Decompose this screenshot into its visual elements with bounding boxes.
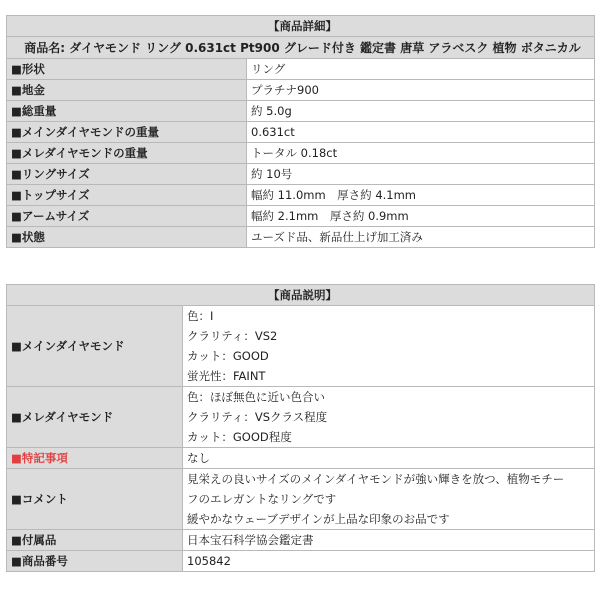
- table-row: [7, 80, 595, 101]
- special-notes-value: なし: [183, 448, 595, 469]
- product-name: 商品名: ダイヤモンド リング 0.631ct Pt900 グレード付き 鑑定書 唐草 アラベスク 植物 ボタニカル: [7, 37, 595, 59]
- table-row: [7, 551, 595, 572]
- table-row: [7, 306, 595, 387]
- spec-line: クラリティ：VSクラス程度: [187, 410, 328, 424]
- comment-line: フのエレガントなリングです: [187, 492, 337, 506]
- description-heading: 【商品説明】: [7, 285, 595, 306]
- table-row: [7, 101, 595, 122]
- row-value: ユーズド品、新品仕上げ加工済み: [247, 227, 595, 248]
- melee-diamond-spec: [183, 387, 595, 448]
- melee-diamond-label: ■メレダイヤモンド: [7, 387, 183, 448]
- details-heading: 【商品詳細】: [7, 16, 595, 37]
- item-number-label: ■商品番号: [7, 551, 183, 572]
- accessories-label: ■付属品: [7, 530, 183, 551]
- description-table: [6, 284, 595, 572]
- spec-line: 色：ほぼ無色に近い色合い: [187, 390, 325, 404]
- row-value: 約 5.0g: [247, 101, 595, 122]
- comment-text: [183, 469, 595, 530]
- accessories-value: 日本宝石科学協会鑑定書: [183, 530, 595, 551]
- row-label: ■メインダイヤモンドの重量: [7, 122, 247, 143]
- details-table: [6, 15, 595, 248]
- table-row: [7, 387, 595, 448]
- table-row: [7, 469, 595, 530]
- spec-line: カット：GOOD程度: [187, 430, 292, 444]
- row-label: ■メレダイヤモンドの重量: [7, 143, 247, 164]
- spec-line: カット：GOOD: [187, 349, 269, 363]
- comment-line: 見栄えの良いサイズのメインダイヤモンドが強い輝きを放つ、植物モチー: [187, 472, 565, 486]
- table-row: [7, 448, 595, 469]
- row-value: トータル 0.18ct: [247, 143, 595, 164]
- row-value: 約 10号: [247, 164, 595, 185]
- row-label: ■リングサイズ: [7, 164, 247, 185]
- table-row: [7, 530, 595, 551]
- table-row: [7, 59, 595, 80]
- row-value: 幅約 2.1mm 厚さ約 0.9mm: [247, 206, 595, 227]
- table-row: [7, 227, 595, 248]
- table-row: [7, 143, 595, 164]
- comment-label: ■コメント: [7, 469, 183, 530]
- table-row: [7, 164, 595, 185]
- comment-line: 緩やかなウェーブデザインが上品な印象のお品です: [187, 512, 450, 526]
- row-value: 0.631ct: [247, 122, 595, 143]
- row-value: 幅約 11.0mm 厚さ約 4.1mm: [247, 185, 595, 206]
- main-diamond-spec: [183, 306, 595, 387]
- item-number-value: 105842: [183, 551, 595, 572]
- row-label: ■状態: [7, 227, 247, 248]
- row-label: ■形状: [7, 59, 247, 80]
- row-value: プラチナ900: [247, 80, 595, 101]
- main-diamond-label: ■メインダイヤモンド: [7, 306, 183, 387]
- row-label: ■トップサイズ: [7, 185, 247, 206]
- table-row: [7, 185, 595, 206]
- row-label: ■総重量: [7, 101, 247, 122]
- spec-line: クラリティ：VS2: [187, 329, 278, 343]
- spec-line: 色：I: [187, 309, 214, 323]
- special-notes-label: ■特記事項: [7, 448, 183, 469]
- table-row: [7, 122, 595, 143]
- table-row: [7, 206, 595, 227]
- row-label: ■アームサイズ: [7, 206, 247, 227]
- row-label: ■地金: [7, 80, 247, 101]
- spec-line: 蛍光性：FAINT: [187, 369, 266, 383]
- row-value: リング: [247, 59, 595, 80]
